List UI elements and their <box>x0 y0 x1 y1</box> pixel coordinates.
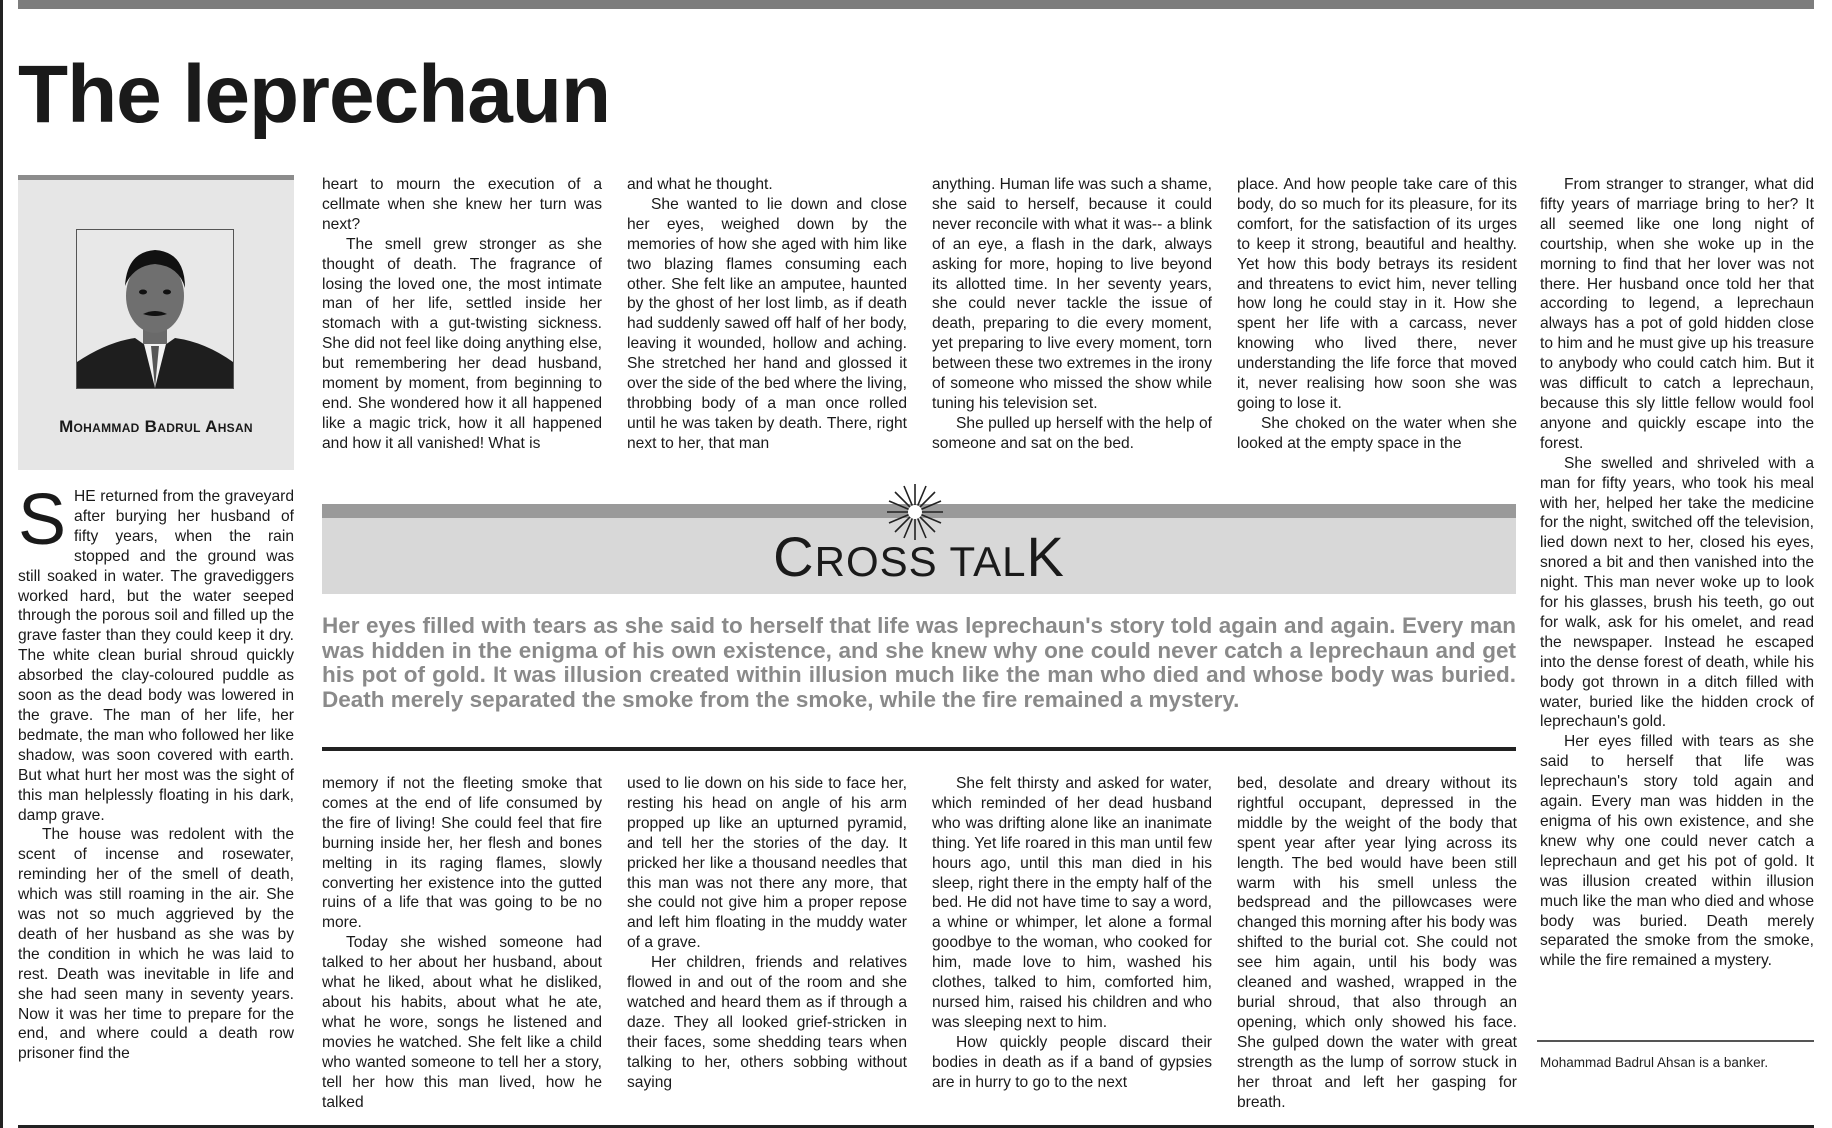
paragraph: She choked on the water when she looked at the empty space in the <box>1237 414 1517 452</box>
paragraph: place. And how people take care of this body, do so much for its pleasure, for its comfort, for the satisfaction of its urges to keep it strong, beautiful and healthy. Yet how this body betrays its resident and threatens to evict him, never telling how long he could stay in it. How she spent her life with a carcass, never knowing who lived there, never understanding the life force that moved it, never realising how soon she was going to lose it. <box>1237 176 1517 412</box>
paragraph: The smell grew stronger as she thought of death. The fragrance of losing the loved one, the most intimate man of her life, settled inside her stomach with a gut-twisting sickness. She did not feel like doing anything else, but remembering her dead husband, moment by moment, from beginning to end. She wondered how it all happened like a magic trick, how it all happened and how it all vanished! What is <box>322 235 602 452</box>
paragraph: Her children, friends and relatives flowed in and out of the room and she watched and heard them as if through a daze. They all looked grief-stricken in their faces, some shedding tears when talking to her, others sobbing without saying <box>627 954 907 1091</box>
pullquote-text: Her eyes filled with tears as she said to herself that life was leprechaun's story told again and again. Every man was hidden in the enigma of his own existence, and she knew why one could never catch a leprechaun and get his pot of gold. It was illusion created within illusion much like the man who died and whose body was buried. Death merely separated the smoke from the smoke, while the fire remained a mystery. <box>322 613 1516 713</box>
pullquote-bottom-rule <box>322 747 1516 751</box>
paragraph: She swelled and shriveled with a man for fifty years, who took his meal with her, helped her take the medicine for the night, switched off the television, lied down next to her, closed his eyes, snored a bit and then vanished into the night. This man never woke up to look for his glasses, brush his teeth, go out for walk, ask for his omelet, and read the newspaper. Instead he escaped into the dense forest of death, while his body got thrown in a ditch filled with water, buried like the hidden crock of leprechaun's gold. <box>1540 454 1814 731</box>
column-2-bottom <box>322 774 602 1112</box>
drop-cap: S <box>18 480 67 560</box>
paragraph: She wanted to lie down and close her eyes, weighed down by the memories of how she aged with him like two blazing flames consuming each other. She felt like an amputee, haunted by the ghost of her lost limb, as if death had suddenly sawed off half of her body, leaving it wounded, hollow and aching. She stretched her hand and glossed it over the side of the bed where the living, throbbing body of a man once rolled until he was taken by death. There, right next to her, that man <box>627 195 907 452</box>
byline: Mohammad Badrul Ahsan <box>59 417 253 436</box>
paragraph: memory if not the fleeting smoke that comes at the end of life consumed by the fire of living! She could feel that fire burning inside her, her flesh and bones melting in its raging flames, slowly converting her existence into the gutted ruins of a life that was going to be no more. <box>322 775 602 932</box>
column-5-top <box>1237 175 1517 454</box>
column-5-bottom <box>1237 774 1517 1112</box>
paragraph: heart to mourn the execution of a cellmate when she knew her turn was next? <box>322 176 602 233</box>
column-1 <box>18 480 294 1064</box>
author-box <box>18 175 294 470</box>
column-6 <box>1540 175 1814 971</box>
paragraph: Today she wished someone had talked to her about her husband, about what he liked, about what he disliked, about his habits, about what he ate, what he wore, songs he listened and movies he watched. She felt like a child who wanted someone to tell her a story, tell her how this man lived, how he talked <box>322 934 602 1111</box>
paragraph: Her eyes filled with tears as she said to herself that life was leprechaun's story told again and again. Every man was hidden in the enigma of his own existence, and she knew why one could never catch a leprechaun and get his pot of gold. It was illusion created within illusion much like the man who died and whose body was buried. Death merely separated the smoke from the smoke, while the fire remained a mystery. <box>1540 733 1814 970</box>
headline: The leprechaun <box>18 49 611 140</box>
paragraph: bed, desolate and dreary without its rightful occupant, depressed in the middle by the weight of the body that spent year after year lying across its length. The bed would have been still warm with his smell unless the bedspread and the pillowcases were changed this morning after his body was shifted to the burial cot. She could not see him again, until his body was cleaned and washed, wrapped in the burial shroud, that also through an opening, which only showed his face. She gulped down the water with great strength as the lump of sorrow stuck in her throat and left her gasping for breath. <box>1237 775 1517 1111</box>
author-footnote: Mohammad Badrul Ahsan is a banker. <box>1540 1055 1769 1070</box>
paragraph: She pulled up herself with the help of someone and sat on the bed. <box>932 414 1212 452</box>
paragraph: From stranger to stranger, what did fifty years of marriage bring to her? It all seemed like one long night of courtship, when she woke up in the morning to find that her lover was not there. Her husband once told her that according to legend, a leprechaun always has a pot of gold hidden close to him and he must give up his treasure to anybody who could catch him. But it was difficult to catch a leprechaun, because this sly little fellow would fool anyone and quickly escape into the forest. <box>1540 176 1814 452</box>
author-photo <box>76 229 234 389</box>
paragraph: She felt thirsty and asked for water, which reminded of her dead husband who was drifting alone like an inanimate thing. Yet life roared in this man until few hours ago, until this man died in his sleep, right there in the empty half of the bed. He did not have time to say a word, a whine or whimper, let alone a formal goodbye to the woman, who cooked for him, made love to him, washed his clothes, talked to him, comforted him, nursed him, raised his children and who was sleeping next to him. <box>932 775 1212 1031</box>
top-rule <box>18 0 1814 9</box>
left-border <box>0 0 3 1128</box>
paragraph: used to lie down on his side to face her, resting his head on angle of his arm propped up like an upturned pyramid, and tell her the stories of the day. It pricked her like a thousand needles that this man was not there any more, that she could not give him a proper repose and left him floating in the muddy water of a grave. <box>627 775 907 952</box>
paragraph: anything. Human life was such a shame, she said to herself, because it could never reconcile with what it was-- a blink of an eye, a flash in the dark, always asking for more, hoping to live beyond its allotted time. In her seventy years, she could never tackle the issue of death, preparing to die every moment, yet preparing to live every moment, torn between these two extremes in the irony of someone who missed the show while tuning his television set. <box>932 176 1212 412</box>
column-3-bottom <box>627 774 907 1093</box>
column-3-top <box>627 175 907 454</box>
column-2-top <box>322 175 602 454</box>
paragraph: and what he thought. <box>627 176 773 193</box>
paragraph: SHE returned from the graveyard after burying her husband of fifty years, when the rain stopped and the ground was still soaked in water. The gravediggers worked hard, but the water seeped through the porous soil and filled up the grave faster than they could keep it dry. The white clean burial shroud quickly absorbed the clay-coloured puddle as soon as the dead body was lowered in the grave. The man of her life, her bedmate, the man who followed her like shadow, was soon covered with earth. But what hurt her most was the sight of this man helplessly floating in his dark, damp grave. <box>18 480 294 824</box>
pullquote-title: CROSS TALK <box>773 525 1065 588</box>
author-portrait-icon <box>77 230 233 388</box>
footnote-rule <box>1537 1040 1814 1042</box>
column-4-bottom <box>932 774 1212 1093</box>
paragraph: How quickly people discard their bodies in death as if a band of gypsies are in hurry to go to the next <box>932 1033 1212 1091</box>
column-4-top <box>932 175 1212 454</box>
paragraph: The house was redolent with the scent of incense and rosewater, reminding her of the smell of death, which was still roaming in the air. She was not so much aggrieved by the death of her husband as she was by the condition in which he was laid to rest. Death was inevitable in life and she had seen many in seventy years. Now it was her time to prepare for the end, and where could a death row prisoner find the <box>18 826 294 1063</box>
